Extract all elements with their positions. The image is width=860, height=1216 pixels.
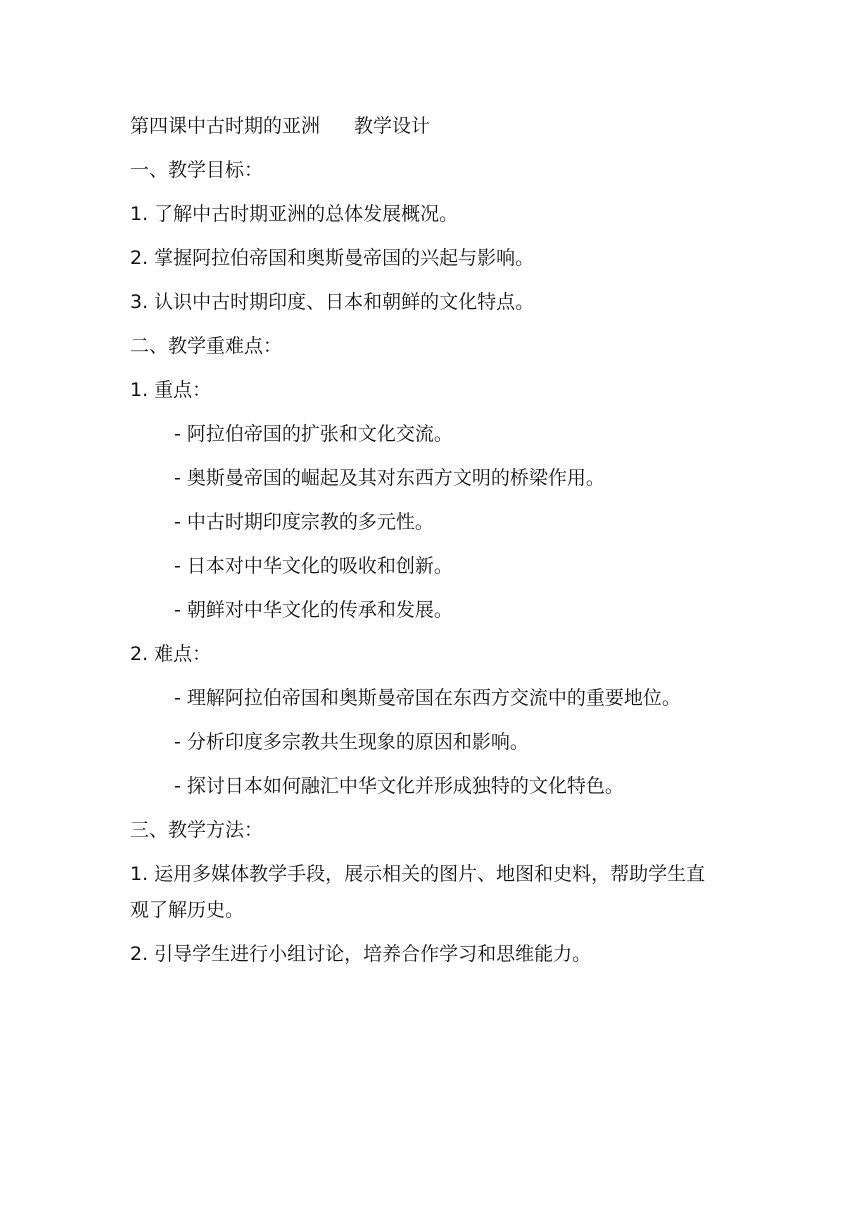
key-point-3: - 中古时期印度宗教的多元性。: [174, 511, 434, 533]
document-title: [130, 108, 730, 144]
objective-item-2: 2. 掌握阿拉伯帝国和奥斯曼帝国的兴起与影响。: [130, 247, 535, 269]
objective-item-1: 1. 了解中古时期亚洲的总体发展概况。: [130, 203, 459, 225]
key-point-1: - 阿拉伯帝国的扩张和文化交流。: [174, 423, 453, 445]
difficult-point-2: - 分析印度多宗教共生现象的原因和影响。: [174, 731, 529, 753]
difficult-point-3: - 探讨日本如何融汇中华文化并形成独特的文化特色。: [174, 775, 624, 797]
difficult-points-label: 2. 难点：: [130, 643, 212, 665]
title-left: 第四课中古时期的亚洲: [130, 115, 321, 137]
difficult-point-1: - 理解阿拉伯帝国和奥斯曼帝国在东西方交流中的重要地位。: [174, 687, 681, 709]
key-point-2: - 奥斯曼帝国的崛起及其对东西方文明的桥梁作用。: [174, 467, 605, 489]
section-heading-methods: 三、教学方法：: [130, 819, 264, 841]
document-content: [130, 108, 730, 980]
method-item-2: 2. 引导学生进行小组讨论，培养合作学习和思维能力。: [130, 943, 592, 965]
section-heading-key-difficult: 二、教学重难点：: [130, 335, 283, 357]
objective-item-3: 3. 认识中古时期印度、日本和朝鲜的文化特点。: [130, 291, 535, 313]
section-heading-objectives: 一、教学目标：: [130, 159, 264, 181]
key-point-4: - 日本对中华文化的吸收和创新。: [174, 555, 453, 577]
method-item-1: 1. 运用多媒体教学手段，展示相关的图片、地图和史料，帮助学生直观了解历史。: [130, 863, 706, 921]
title-right: 教学设计: [354, 115, 431, 137]
key-point-5: - 朝鲜对中华文化的传承和发展。: [174, 599, 453, 621]
key-points-label: 1. 重点：: [130, 379, 212, 401]
